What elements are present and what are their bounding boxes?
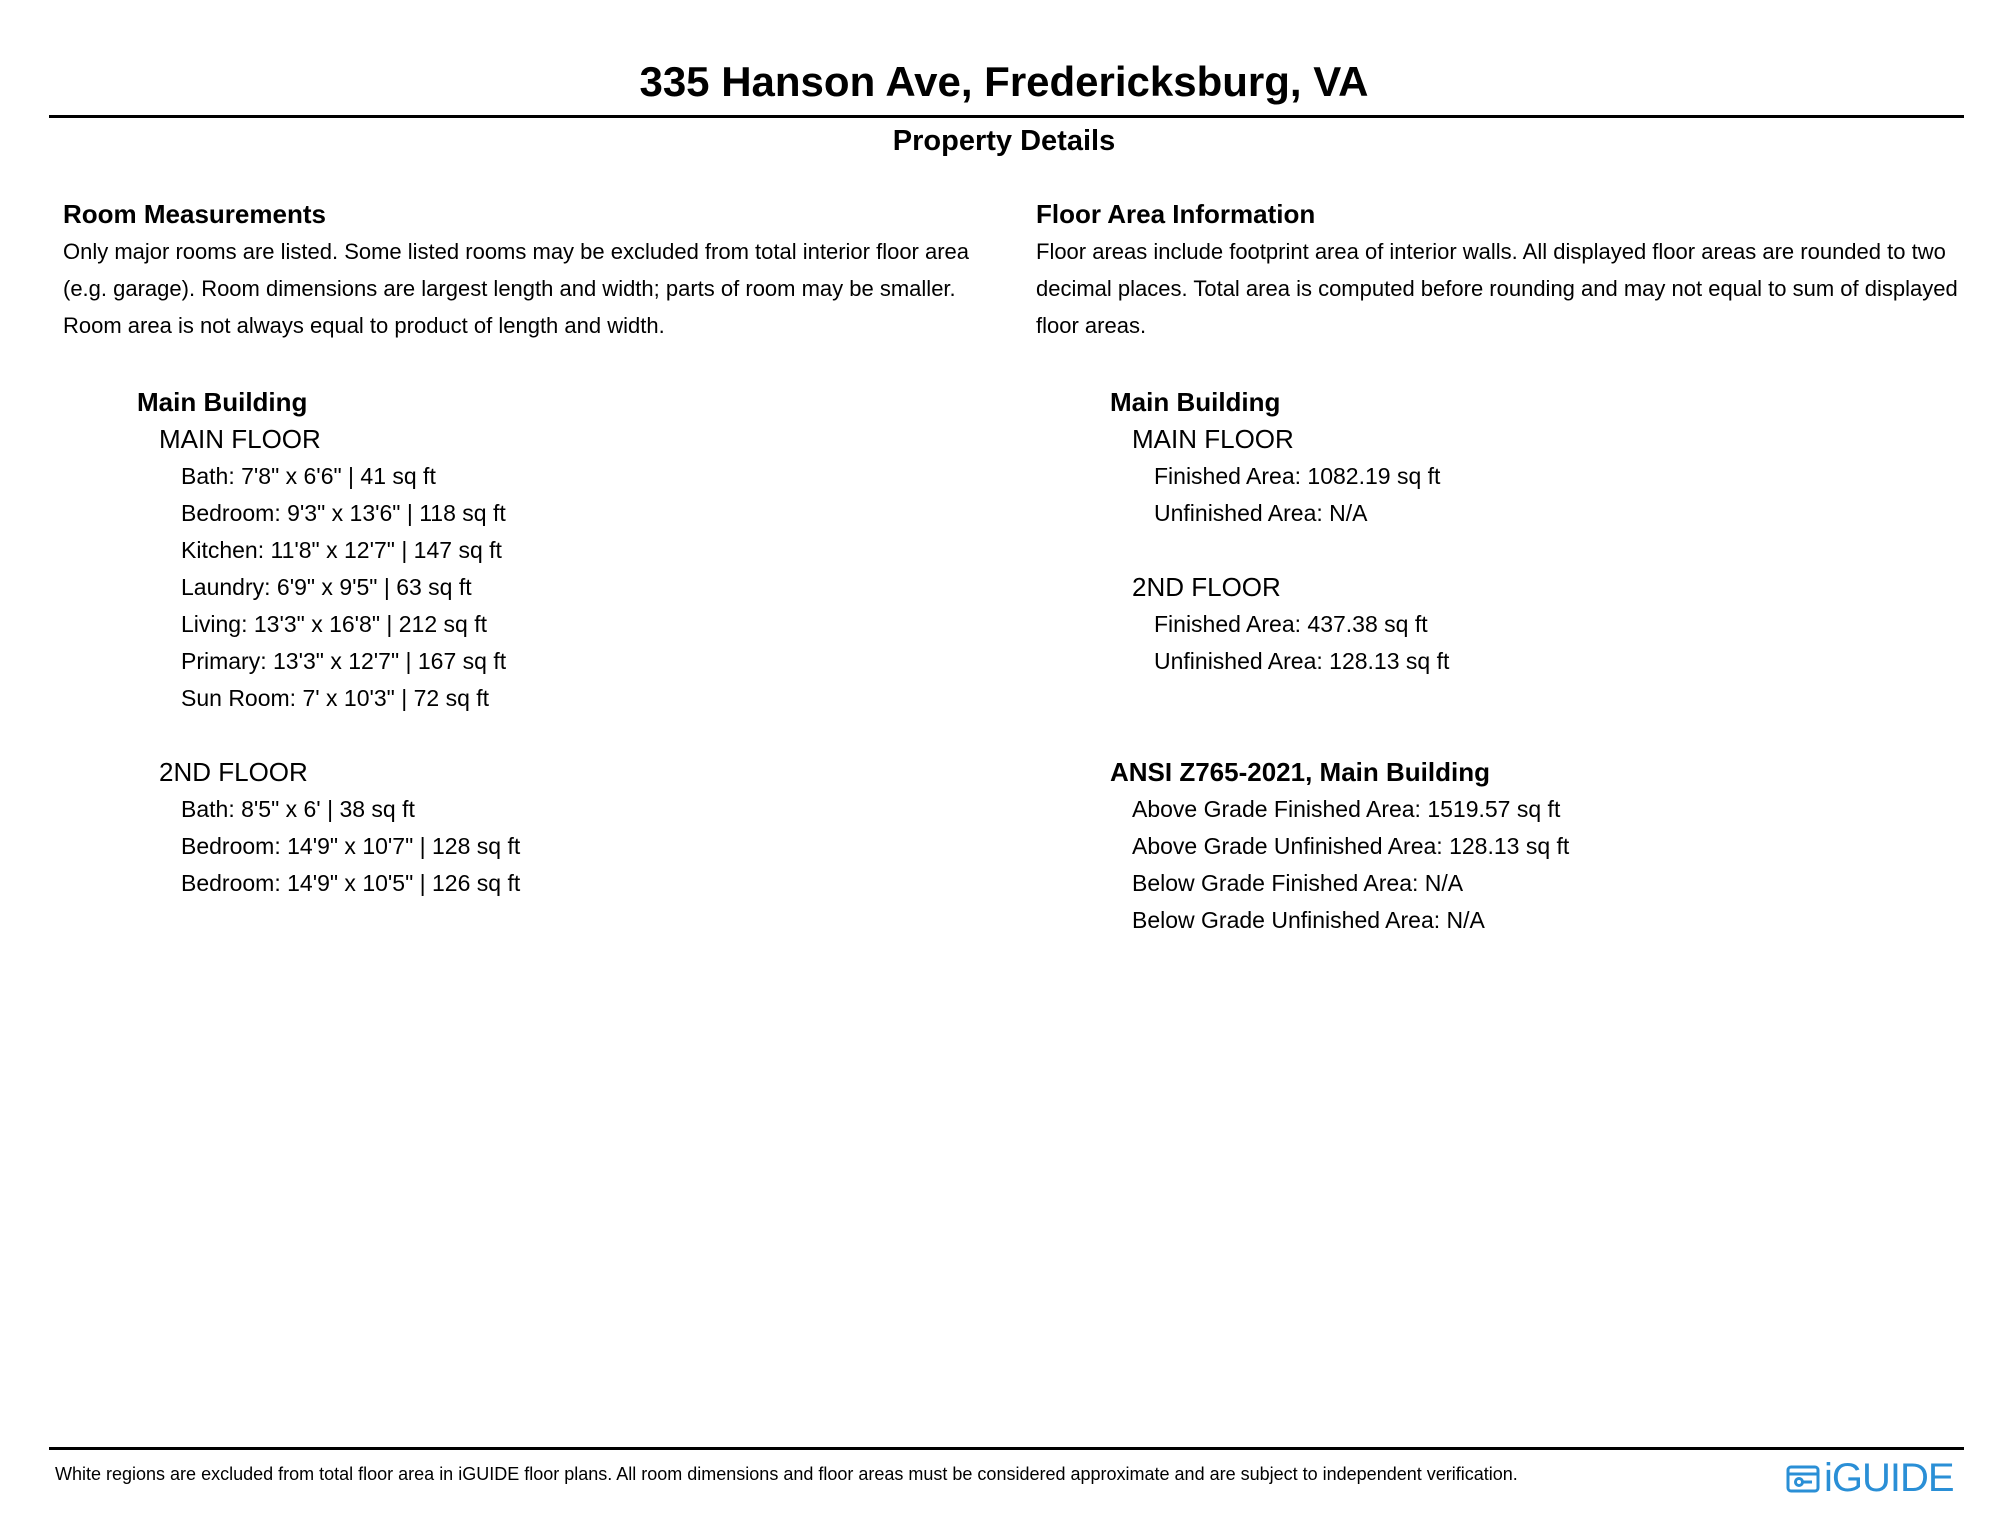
room-item: Bedroom: 14'9" x 10'5" | 126 sq ft: [181, 870, 521, 896]
floor-area-heading: Floor Area Information: [1036, 199, 1316, 229]
floor-name: 2ND FLOOR: [159, 757, 308, 787]
unfinished-area: Unfinished Area: 128.13 sq ft: [1154, 648, 1450, 674]
iguide-logo-icon: [1786, 1461, 1820, 1495]
unfinished-area: Unfinished Area: N/A: [1154, 500, 1368, 526]
room-measurements-description: [63, 233, 993, 344]
description-line: floor areas.: [1036, 313, 1147, 338]
footer-divider: [49, 1447, 1964, 1450]
description-line: Floor areas include footprint area of interior walls. All displayed floor areas are rounded to two: [1036, 239, 1946, 264]
description-line: Only major rooms are listed. Some listed rooms may be excluded from total interior floor area: [63, 239, 970, 264]
room-item: Bath: 8'5" x 6' | 38 sq ft: [181, 796, 415, 822]
room-item: Bath: 7'8" x 6'6" | 41 sq ft: [181, 463, 436, 489]
ansi-item: Above Grade Finished Area: 1519.57 sq ft: [1132, 796, 1561, 822]
ansi-item: Below Grade Finished Area: N/A: [1132, 870, 1464, 896]
floor-name: 2ND FLOOR: [1132, 572, 1281, 602]
room-item: Primary: 13'3" x 12'7" | 167 sq ft: [181, 648, 507, 674]
area-floor-main: [1110, 421, 1976, 532]
ansi-title: ANSI Z765-2021, Main Building: [1110, 757, 1490, 787]
floor-name: MAIN FLOOR: [159, 424, 321, 454]
ansi-item: Below Grade Unfinished Area: N/A: [1132, 907, 1485, 933]
room-item: Bedroom: 9'3" x 13'6" | 118 sq ft: [181, 500, 506, 526]
footer-disclaimer: White regions are excluded from total floor area in iGUIDE floor plans. All room dimensions and floor areas must be considered approximate and are subject to independent verification.: [55, 1464, 1518, 1484]
floor-name: MAIN FLOOR: [1132, 424, 1294, 454]
room-building-block: [63, 384, 993, 902]
building-title: Main Building: [1110, 387, 1281, 417]
area-floor-second: [1110, 569, 1976, 680]
description-line: Room area is not always equal to product of length and width.: [63, 313, 665, 338]
floor-area-description: [1036, 233, 1976, 344]
room-measurements-heading: Room Measurements: [63, 199, 326, 229]
ansi-item: Above Grade Unfinished Area: 128.13 sq ft: [1132, 833, 1570, 859]
brand-name: iGUIDE: [1824, 1456, 1954, 1500]
floor-area-section: [1036, 195, 1976, 939]
description-line: (e.g. garage). Room dimensions are largest length and width; parts of room may be smaller.: [63, 276, 956, 301]
building-title: Main Building: [137, 387, 308, 417]
room-measurements-section: [63, 195, 993, 902]
description-line: decimal places. Total area is computed before rounding and may not equal to sum of displayed: [1036, 276, 1958, 301]
finished-area: Finished Area: 437.38 sq ft: [1154, 611, 1428, 637]
iguide-logo: [1786, 1455, 1954, 1501]
title-divider: [49, 115, 1964, 118]
page-title: 335 Hanson Ave, Fredericksburg, VA: [639, 58, 1369, 105]
page-subtitle: Property Details: [892, 125, 1116, 157]
room-floor-main: [137, 421, 993, 717]
room-item: Sun Room: 7' x 10'3" | 72 sq ft: [181, 685, 490, 711]
room-item: Laundry: 6'9" x 9'5" | 63 sq ft: [181, 574, 472, 600]
area-building-block: [1036, 384, 1976, 680]
ansi-block: [1036, 754, 1976, 939]
finished-area: Finished Area: 1082.19 sq ft: [1154, 463, 1441, 489]
room-item: Bedroom: 14'9" x 10'7" | 128 sq ft: [181, 833, 521, 859]
room-floor-second: [137, 754, 993, 902]
room-item: Living: 13'3" x 16'8" | 212 sq ft: [181, 611, 487, 637]
room-item: Kitchen: 11'8" x 12'7" | 147 sq ft: [181, 537, 502, 563]
